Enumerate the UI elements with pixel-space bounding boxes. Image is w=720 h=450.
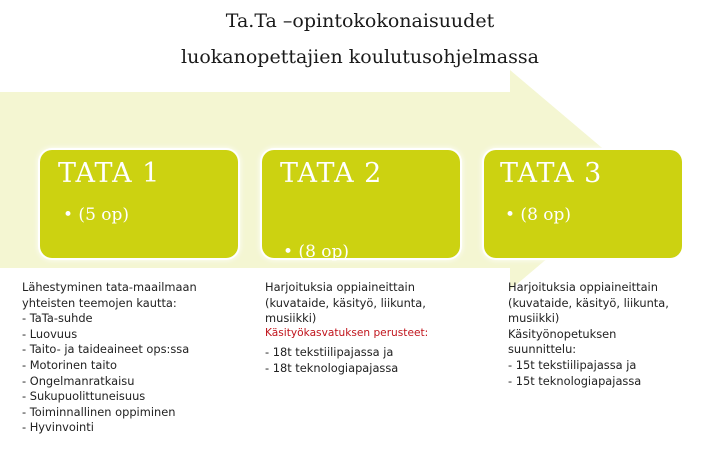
description-line: - Hyvinvointi <box>22 420 94 435</box>
description-line: (kuvataide, käsityö, liikunta, <box>508 295 669 310</box>
description-line: Harjoituksia oppiaineittain <box>508 280 658 294</box>
description-line: - 18t teknologiapajassa <box>265 360 399 375</box>
page-title-line1: Ta.Ta –opintokokonaisuudet <box>225 10 495 32</box>
tata1-description <box>22 280 197 436</box>
tata2-title: TATA 2 <box>280 158 383 189</box>
description-line: musiikki) <box>508 311 560 326</box>
description-line: Käsityönopetuksen <box>508 326 617 341</box>
description-line: Lähestyminen tata-maailmaan <box>22 280 197 294</box>
tata1-credits: • (5 op) <box>63 205 130 225</box>
tata3-credits: • (8 op) <box>505 205 572 225</box>
description-line: - TaTa-suhde <box>22 311 93 326</box>
tata2-description <box>265 280 428 377</box>
tata3-description <box>508 280 669 389</box>
description-line: - 15t tekstiilipajassa ja <box>508 357 637 372</box>
description-line: suunnittelu: <box>508 342 577 357</box>
description-line: - Motorinen taito <box>22 357 117 372</box>
description-line: - Toiminnallinen oppiminen <box>22 404 176 419</box>
description-line: musiikki) <box>265 311 317 326</box>
description-line: (kuvataide, käsityö, liikunta, <box>265 295 426 310</box>
tata2-highlight: Käsityökasvatuksen perusteet: <box>265 326 429 339</box>
description-line: yhteisten teemojen kautta: <box>22 295 177 310</box>
page-title-line2: luokanopettajien koulutusohjelmassa <box>181 46 539 68</box>
tata3-title: TATA 3 <box>500 158 603 189</box>
description-line: - Taito- ja taideaineet ops:ssa <box>22 342 190 357</box>
tata2-credits: • (8 op) <box>283 242 350 262</box>
description-line: - 15t teknologiapajassa <box>508 373 642 388</box>
description-line: - 18t tekstiilipajassa ja <box>265 345 394 360</box>
tata1-title: TATA 1 <box>58 158 161 189</box>
description-line: - Ongelmanratkaisu <box>22 373 135 388</box>
description-line: - Sukupuolittuneisuus <box>22 389 146 404</box>
description-line: - Luovuus <box>22 326 78 341</box>
description-line: Harjoituksia oppiaineittain <box>265 280 415 294</box>
